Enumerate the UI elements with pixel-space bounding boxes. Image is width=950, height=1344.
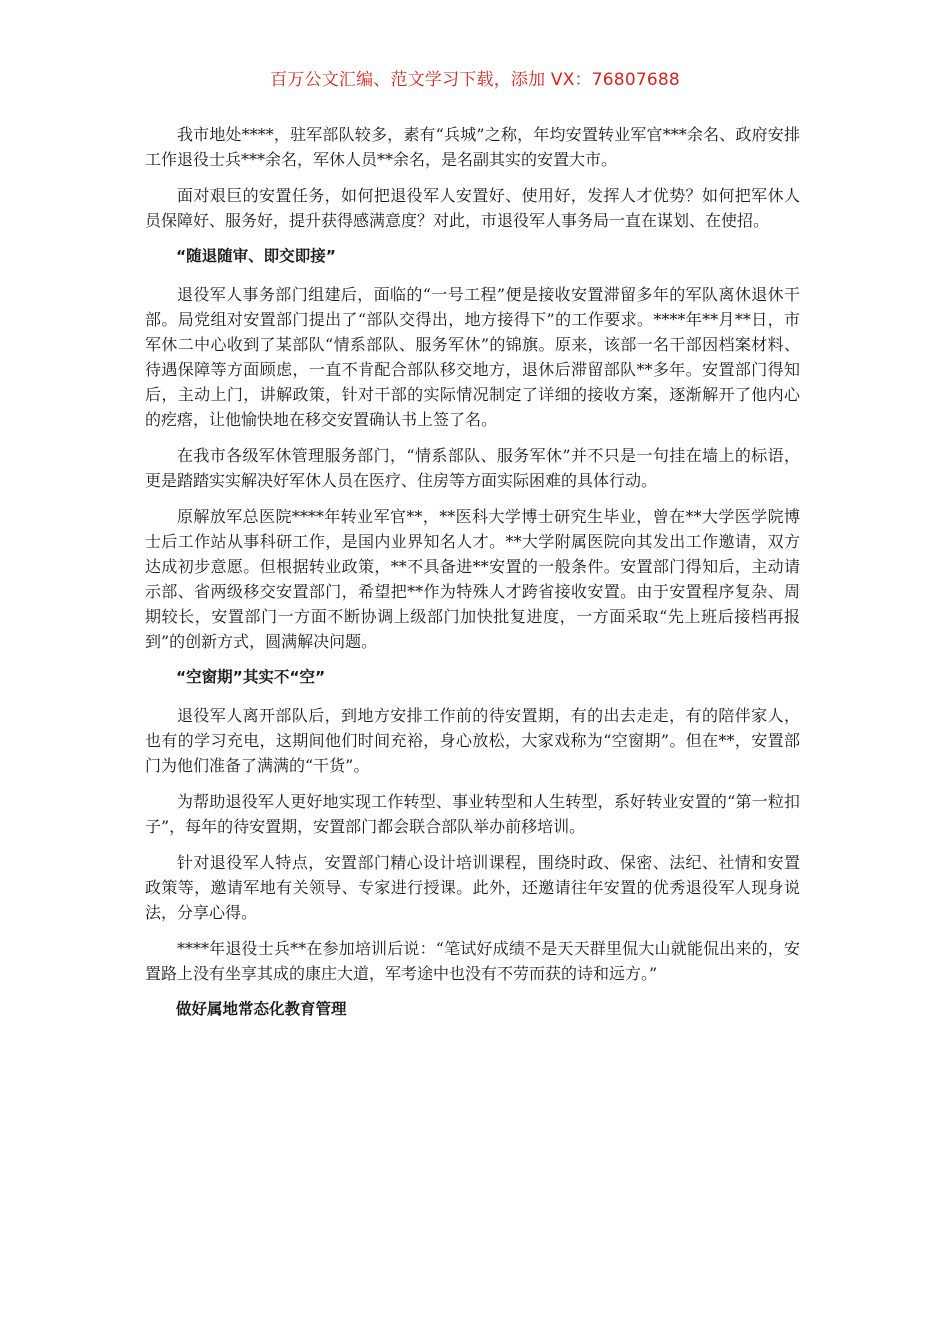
paragraph: 在我市各级军休管理服务部门，“情系部队、服务军休”并不只是一句挂在墙上的标语，更是踏踏实实解决好军休人员在医疗、住房等方面实际困难的具体行动。	[145, 446, 800, 490]
paragraph: 面对艰巨的安置任务，如何把退役军人安置好、使用好，发挥人才优势？如何把军休人员保障好、服务好，提升获得感满意度？对此，市退役军人事务局一直在谋划、在使招。	[145, 186, 800, 230]
section-heading: 做好属地常态化教育管理	[176, 1000, 347, 1018]
paragraph: ****年退役士兵**在参加培训后说：“笔试好成绩不是天天群里侃大山就能侃出来的，安置路上没有坐享其成的康庄大道，军考途中也没有不劳而获的诗和远方。”	[145, 939, 800, 983]
article-body	[145, 122, 800, 1035]
paragraph: 退役军人事务部门组建后，面临的“一号工程”便是接收安置滞留多年的军队离休退休干部。局党组对安置部门提出了“部队交得出，地方接得下”的工作要求。****年**月**日，市军休二中心收到了某部队“情系部队、服务军休”的锦旗。原来，该部一名干部因档案材料、待遇保障等方面顾虑，一直不肯配合部队移交地方，退休后滞留部队**多年。安置部门得知后，主动上门，讲解政策，针对干部的实际情况制定了详细的接收方案，逐渐解开了他内心的疙瘩，让他愉快地在移交安置确认书上签了名。	[145, 285, 800, 429]
paragraph: 为帮助退役军人更好地实现工作转型、事业转型和人生转型，系好转业安置的“第一粒扣子”，每年的待安置期，安置部门都会联合部队举办前移培训。	[145, 792, 800, 836]
section-heading: “随退随审、即交即接”	[176, 247, 336, 265]
paragraph: 我市地处****，驻军部队较多，素有“兵城”之称，年均安置转业军官***余名、政府安排工作退役士兵***余名，军休人员**余名，是名副其实的安置大市。	[145, 125, 800, 169]
paragraph: 退役军人离开部队后，到地方安排工作前的待安置期，有的出去走走，有的陪伴家人，也有的学习充电，这期间他们时间充裕，身心放松，大家戏称为“空窗期”。但在**，安置部门为他们准备了满满的“干货”。	[145, 706, 800, 775]
paragraph: 针对退役军人特点，安置部门精心设计培训课程，围绕时政、保密、法纪、社情和安置政策等，邀请军地有关领导、专家进行授课。此外，还邀请往年安置的优秀退役军人现身说法，分享心得。	[145, 853, 800, 922]
section-heading: “空窗期”其实不“空”	[176, 668, 326, 686]
paragraph: 原解放军总医院****年转业军官**，**医科大学博士研究生毕业，曾在**大学医学院博士后工作站从事科研工作，是国内业界知名人才。**大学附属医院向其发出工作邀请，双方达成初步意愿。但根据转业政策，**不具备进**安置的一般条件。安置部门得知后，主动请示部、省两级移交安置部门，希望把**作为特殊人才跨省接收安置。由于安置程序复杂、周期较长，安置部门一方面不断协调上级部门加快批复进度，一方面采取“先上班后接档再报到”的创新方式，圆满解决问题。	[145, 507, 800, 651]
page-header-watermark: 百万公文汇编、范文学习下载，添加 VX：76807688	[270, 70, 680, 90]
